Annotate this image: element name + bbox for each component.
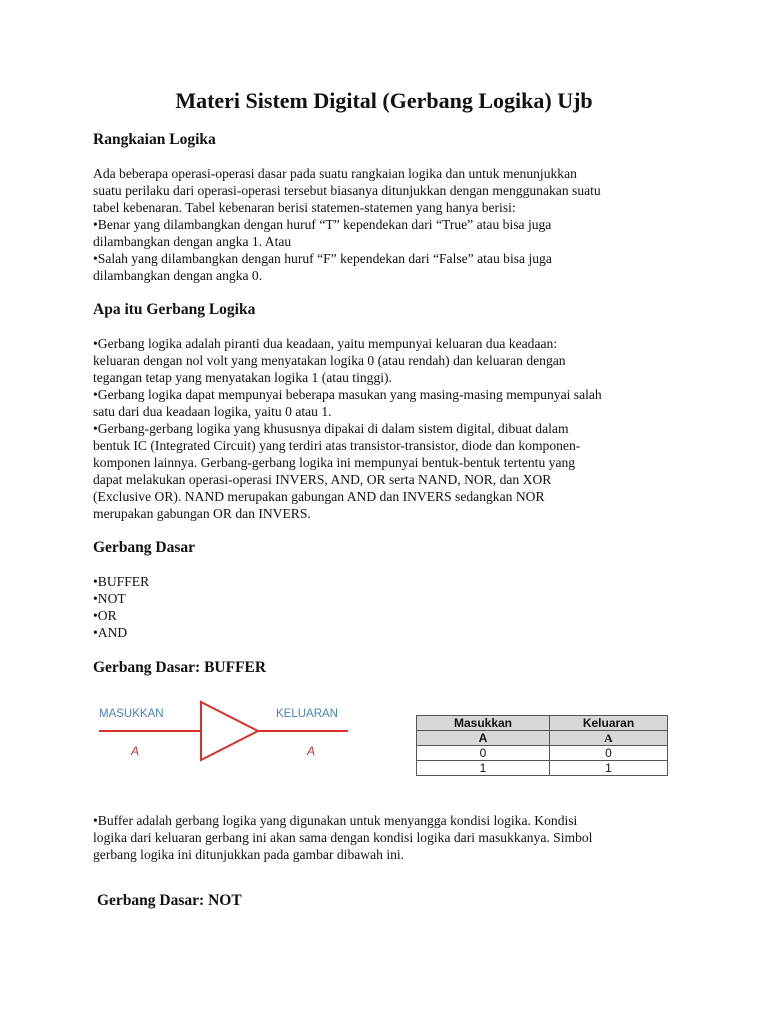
heading-gerbang-dasar: Gerbang Dasar [93, 539, 196, 556]
paragraph-apa-itu-gerbang-logika [93, 335, 683, 522]
table-header-row [417, 716, 668, 731]
text-line: •Gerbang logika adalah piranti dua keadaan, yaitu mempunyai keluaran dua keadaan: [93, 336, 558, 351]
text-line: merupakan gabungan OR dan INVERS. [93, 506, 311, 521]
heading-gerbang-dasar-not: Gerbang Dasar: NOT [97, 892, 242, 909]
table-header-cell: Keluaran [550, 716, 668, 731]
text-line: •Buffer adalah gerbang logika yang digunakan untuk menyangga kondisi logika. Kondisi [93, 813, 578, 828]
gate-list [93, 573, 149, 641]
table-row [417, 761, 668, 776]
list-item: •NOT [93, 591, 126, 606]
table-subheader-row [417, 731, 668, 746]
text-line: gerbang logika ini ditunjukkan pada gambar dibawah ini. [93, 847, 405, 862]
text-line: Ada beberapa operasi-operasi dasar pada suatu rangkaian logika dan untuk menunjukkan [93, 166, 577, 181]
diagram-input-label: MASUKKAN [99, 708, 164, 720]
text-line: bentuk IC (Integrated Circuit) yang terdiri atas transistor-transistor, diode dan komponen- [93, 438, 581, 453]
buffer-triangle [201, 702, 258, 760]
buffer-gate-diagram [93, 694, 355, 764]
text-line: tabel kebenaran. Tabel kebenaran berisi statemen-statemen yang hanya berisi: [93, 200, 516, 215]
heading-apa-itu-gerbang-logika: Apa itu Gerbang Logika [93, 301, 256, 318]
table-row [417, 746, 668, 761]
heading-gerbang-dasar-buffer: Gerbang Dasar: BUFFER [93, 659, 267, 676]
text-line: dapat melakukan operasi-operasi INVERS, AND, OR serta NAND, NOR, dan XOR [93, 472, 552, 487]
diagram-output-var: A [307, 744, 316, 758]
diagram-input-var: A [131, 744, 140, 758]
document-title: Materi Sistem Digital (Gerbang Logika) Ujb [175, 88, 593, 113]
text-line: tegangan tetap yang menyatakan logika 1 (atau tinggi). [93, 370, 392, 385]
text-line: •Gerbang-gerbang logika yang khususnya dipakai di dalam sistem digital, dibuat dalam [93, 421, 569, 436]
text-line: logika dari keluaran gerbang ini akan sama dengan kondisi logika dari masukkanya. Simbol [93, 830, 593, 845]
table-subheader-cell: A [550, 731, 668, 746]
paragraph-buffer [93, 812, 683, 863]
buffer-truth-table [416, 715, 668, 776]
list-item: •OR [93, 608, 117, 623]
list-item: •BUFFER [93, 574, 150, 589]
table-cell: 1 [550, 761, 668, 776]
table-cell: 0 [417, 746, 550, 761]
list-item: •AND [93, 625, 128, 640]
table-cell: 1 [417, 761, 550, 776]
text-line: •Salah yang dilambangkan dengan huruf “F” kependekan dari “False” atau bisa juga [93, 251, 552, 266]
table-subheader-cell: A [417, 731, 550, 746]
text-line: •Benar yang dilambangkan dengan huruf “T” kependekan dari “True” atau bisa juga [93, 217, 552, 232]
table-cell: 0 [550, 746, 668, 761]
paragraph-rangkaian-logika [93, 165, 683, 284]
table-header-cell: Masukkan [417, 716, 550, 731]
text-line: (Exclusive OR). NAND merupakan gabungan AND dan INVERS sedangkan NOR [93, 489, 545, 504]
text-line: •Gerbang logika dapat mempunyai beberapa masukan yang masing-masing mempunyai salah [93, 387, 602, 402]
text-line: komponen lainnya. Gerbang-gerbang logika ini mempunyai bentuk-bentuk tertentu yang [93, 455, 576, 470]
text-line: suatu perilaku dari operasi-operasi tersebut biasanya ditunjukkan dengan menggunakan suatu [93, 183, 601, 198]
text-line: keluaran dengan nol volt yang menyatakan logika 0 (atau rendah) dan keluaran dengan [93, 353, 566, 368]
text-line: satu dari dua keadaan logika, yaitu 0 atau 1. [93, 404, 332, 419]
heading-rangkaian-logika: Rangkaian Logika [93, 131, 216, 148]
diagram-output-label: KELUARAN [276, 708, 338, 720]
text-line: dilambangkan dengan angka 0. [93, 268, 263, 283]
text-line: dilambangkan dengan angka 1. Atau [93, 234, 292, 249]
